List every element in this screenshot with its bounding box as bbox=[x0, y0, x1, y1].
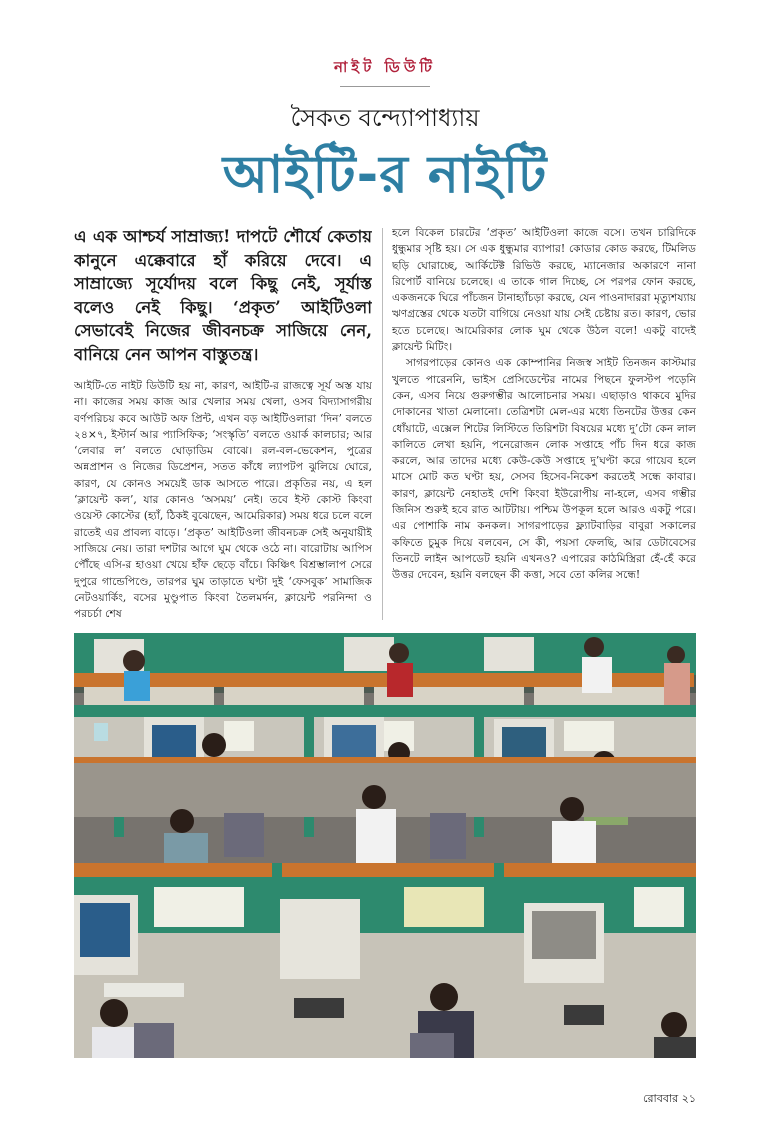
monitor bbox=[484, 637, 534, 671]
office-cubicles-illustration bbox=[74, 633, 696, 1058]
column-divider bbox=[382, 228, 383, 620]
office-photo bbox=[74, 633, 696, 1058]
section-rule bbox=[340, 86, 430, 87]
cubicle-row-3 bbox=[74, 863, 696, 1058]
page-footer: রোববার ২১ bbox=[643, 1092, 696, 1105]
monitor bbox=[280, 899, 360, 979]
article-column-right bbox=[392, 225, 696, 623]
headline: আইটি-র নাইটি bbox=[222, 145, 548, 205]
article-lead: এ এক আশ্চর্য সাম্রাজ্য! দাপটে শৌর্যে কেতায় কানুনে এক্কেবারে হাঁ করিয়ে দেবে। এ সাম্রাজ্যে সূর্যোদয় বলে কিছু নেই, সূর্যাস্ত বলেও নেই কিছু। ‘প্রকৃত’ আইটিওলা সেভাবেই নিজের জীবনচক্র সাজিয়ে নেন, বানিয়ে নেন আপন বাস্তুতন্ত্র। bbox=[74, 227, 372, 364]
article-paragraph: সাগরপাড়ের কোনও এক কোম্পানির নিজস্ব সাইট তিনজন কাস্টমার খুলতে পারেননি, ভাইস প্রেসিডেন্টের নামের পিছনে ফুলস্টপ পড়েনি কেন, এসব নিয়ে গুরুগম্ভীর আলোচনার সময়। এছাড়াও থাকবে মুদির দোকানের খাতা মেলানো। তেত্রিশটা মেল-এর মধ্যে তিনটের উত্তর কেন ধোঁয়াটে, এক্সেল শিটের লিস্টিতে তিরিশটা বিষয়ের মধ্যে দু’টো কেন লাল কালিতে লেখা হয়নি, পনেরোজন লোক সপ্তাহে পাঁচ দিন ধরে কাজ করলে, আর তাদের মধ্যে কেউ-কেউ সপ্তাহে দু’ঘণ্টা করে গায়েব হলে মাসে মোট কত ঘণ্টা হয়, সেসব হিসেব-নিকেশ করতেই সন্ধে কাবার। কারণ, ক্লায়েন্ট নেহাতই দেশি কিংবা ইউরোপীয় না-হলে, এসব গম্ভীর জিনিস শুরুই হবে রাত আটটায়। পশ্চিম উপকূল হলে আরও একটু পরে। এর পোশাকি নাম কনকল। সাগরপাড়ের ফ্ল্যাটবাড়ির বাবুরা সকালের কফিতে চুমুক দিয়ে বলবেন, সে কী, পয়সা ফেলছি, আর ডেটাবেসের তিনটে লাইন আপডেট হয়নি এখনও? এপারের কাঠমিস্ত্রিরা হেঁ-হেঁ করে উত্তর দেবেন, হয়নি বলছেন কী কত্তা, সবে তো কলির সন্ধে! bbox=[392, 356, 696, 582]
section-tag: নাইট ডিউটি bbox=[334, 58, 436, 76]
article-paragraph: হলে বিকেল চারটের ‘প্রকৃত’ আইটিওলা কাজে বসে। তখন চারিদিকে ধুন্ধুমার সৃষ্টি হয়। সে এক ধুন্ধুমার ব্যাপার! কোডার কোড করছে, টিমলিড ছড়ি ঘোরাচ্ছে, আর্কিটেক্ট রিভিউ করছে, ম্যানেজার অকারণে নানা রিপোর্ট বানিয়ে চলেছে। এ তাকে গাল দিচ্ছে, সে পরপর ফোন করছে, একজনকে ঘিরে পাঁচজন টানাহ্যাঁচড়া করছে, যেন পাওনাদাররা মৃত্যুশয্যায় ঋণগ্রস্তের থেকে যতটা বাগিয়ে নেওয়া যায় সেই চেষ্টায় রত। কারণ, ভোর হতে চলেছে। আমেরিকার লোক ঘুম থেকে উঠল বলে! একটু বাদেই ক্লায়েন্ট মিটিং। bbox=[392, 226, 696, 354]
article-column-left bbox=[74, 225, 372, 623]
monitor bbox=[344, 637, 394, 671]
author-byline: সৈকত বন্দ্যোপাধ্যায় bbox=[290, 104, 480, 132]
article-paragraph: আইটি-তে নাইট ডিউটি হয় না, কারণ, আইটি-র রাজত্বে সূর্য অস্ত যায় না। কাজের সময় কাজ আর খেলার সময় খেলা, ওসব বিদ্যাসাগরীয় বর্ণপরিচয় কবে আউট অফ প্রিন্ট, এখন বড় আইটিওলারা ‘দিন’ বলতে ২৪×৭, ইস্টার্ন আর প্যাসিফিক; ‘সংস্কৃতি’ বলতে ওয়ার্ক কালচার; আর ‘লেবার ল’ বলতে ঘোড়াডিম বোঝে। রল-বল-ভেকেশন, পুত্রের অন্নপ্রাশন ও নিজের ডিপ্রেশন, সতত কাঁধে ল্যাপটপ ঝুলিয়ে ঘোরে, কারণ, যে কোনও সময়েই ডাক আসতে পারে। প্রকৃতির নয়, এ হল ‘ক্লায়েন্ট কল’, যার কোনও ‘অসময়’ নেই। তবে ইস্ট কোস্ট কিংবা ওয়েস্ট কোস্টের (হ্যাঁ, ঠিকই বুঝেছেন, আমেরিকার) সময় ধরে চলে বলে রাতেই এর প্রাবল্য বাড়ে। ‘প্রকৃত’ আইটিওলা জীবনচক্র সেই অনুযায়ীই সাজিয়ে নেয়। তারা দশটার আগে ঘুম থেকে ওঠে না। বারোটায় আপিস পৌঁছে এসি-র হাওয়া খেয়ে হাঁফ ছেড়ে বাঁচে। কিঞ্চিৎ বিশ্রম্ভালাপ সেরে দুপুরে গান্ডেপিণ্ডে, তারপর ঘুম তাড়াতে ঘণ্টা দুই ‘ফেসবুক’ সামাজিক নেটওয়ার্কিং, বসের মুণ্ডুপাত কিংবা তৈলমর্দন, ক্লায়েন্ট পরনিন্দা ও পরচর্চা শেষ bbox=[74, 379, 372, 621]
